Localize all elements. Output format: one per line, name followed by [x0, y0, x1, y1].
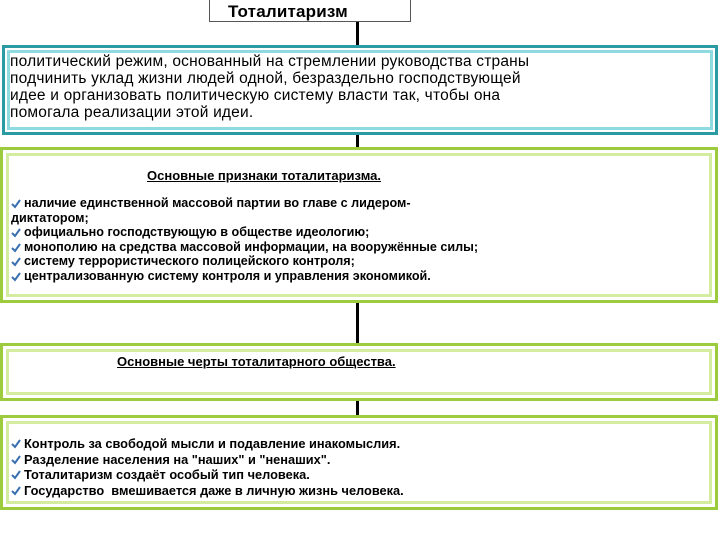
diagram-title: Тоталитаризм — [228, 2, 348, 21]
definition-line: идее и организовать политическую систему власти так, чтобы она — [10, 87, 501, 104]
trait-text: Контроль за свободой мысли и подавление инакомыслия. — [24, 436, 401, 451]
society-heading: Основные черты тоталитарного общества. — [117, 354, 396, 369]
feature-text: систему террористического полицейского контроля; — [24, 254, 355, 268]
definition-text — [10, 53, 710, 121]
title-box — [209, 0, 411, 22]
definition-line: помогала реализации этой идеи. — [10, 104, 254, 121]
check-icon — [11, 199, 21, 209]
list-item — [11, 196, 478, 211]
check-icon — [11, 228, 21, 238]
list-item — [11, 436, 404, 452]
traits-box — [0, 415, 718, 510]
feature-text: официально господствующую в обществе идеологию; — [24, 225, 370, 239]
trait-text: Разделение населения на "наших" и "ненаших". — [24, 451, 331, 467]
traits-list — [11, 436, 404, 498]
check-icon — [11, 272, 21, 282]
list-item — [11, 240, 478, 255]
check-icon — [11, 257, 21, 267]
check-icon — [11, 455, 21, 465]
check-icon — [11, 439, 21, 449]
list-item — [11, 269, 478, 284]
check-icon — [11, 243, 21, 253]
feature-text: диктатором; — [11, 210, 89, 225]
list-item-continuation — [11, 211, 478, 226]
list-item — [11, 467, 404, 483]
connector-title-definition — [356, 22, 359, 45]
list-item — [11, 452, 404, 468]
definition-line: политический режим, основанный на стремлении руководства страны — [10, 53, 530, 70]
definition-line: подчинить уклад жизни людей одной, безраздельно господствующей — [10, 70, 521, 87]
connector-definition-features — [356, 135, 359, 147]
trait-text: Тоталитаризм создаёт особый тип человека. — [24, 467, 310, 482]
feature-text: наличие единственной массовой партии во главе с лидером- — [24, 196, 411, 210]
list-item — [11, 225, 478, 240]
connector-society-traits — [356, 401, 359, 415]
check-icon — [11, 470, 21, 480]
trait-text: Государство вмешивается даже в личную жизнь человека. — [24, 482, 404, 498]
feature-text: монополию на средства массовой информации, на вооружённые силы; — [24, 239, 479, 254]
features-list — [11, 196, 478, 283]
features-box — [0, 147, 718, 303]
feature-text: централизованную систему контроля и управления экономикой. — [24, 268, 431, 283]
connector-features-society — [356, 303, 359, 343]
society-box — [0, 343, 718, 401]
features-heading: Основные признаки тоталитаризма. — [147, 168, 381, 183]
list-item — [11, 254, 478, 269]
list-item — [11, 483, 404, 499]
check-icon — [11, 486, 21, 496]
